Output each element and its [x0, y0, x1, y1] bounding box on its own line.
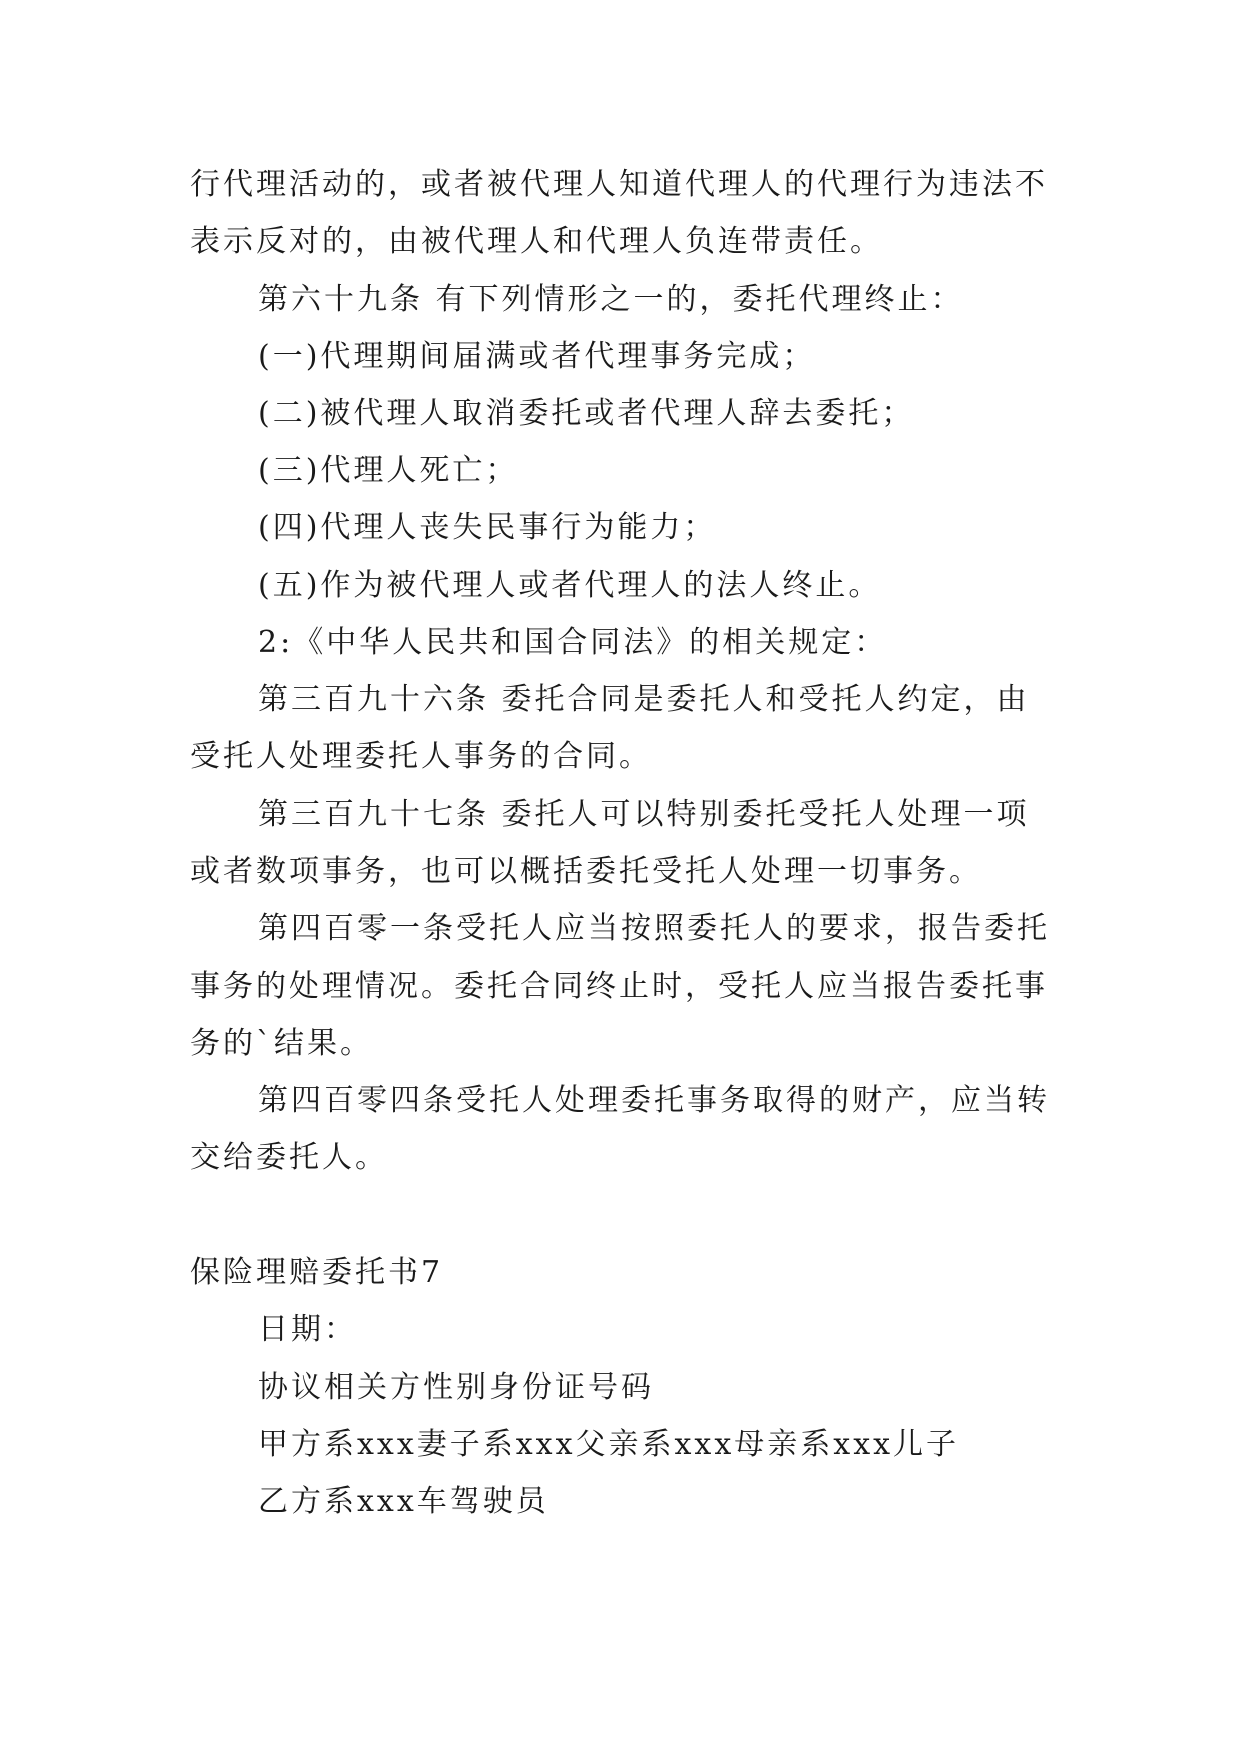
article-heading: 第六十九条 有下列情形之一的，委托代理终止： [258, 282, 964, 317]
text-line: 事务的处理情况。委托合同终止时，受托人应当报告委托事 [190, 969, 1048, 1004]
text-line: 或者数项事务，也可以概括委托受托人处理一切事务。 [190, 854, 982, 889]
text-line: 第三百九十七条 委托人可以特别委托受托人处理一项 [258, 797, 1030, 832]
text-line: 表示反对的，由被代理人和代理人负连带责任。 [190, 224, 883, 259]
text-line: 第三百九十六条 委托合同是委托人和受托人约定，由 [258, 682, 1030, 717]
document-title: 保险理赔委托书7 [190, 1255, 444, 1290]
text-line: 行代理活动的，或者被代理人知道代理人的代理行为违法不 [190, 167, 1048, 202]
text-line: 受托人处理委托人事务的合同。 [190, 739, 652, 774]
text-line: 协议相关方性别身份证号码 [258, 1370, 654, 1405]
text-line: 第四百零四条受托人处理委托事务取得的财产，应当转 [258, 1083, 1050, 1118]
list-item: (五)作为被代理人或者代理人的法人终止。 [258, 568, 882, 603]
section-heading: 2:《中华人民共和国合同法》的相关规定： [258, 625, 888, 660]
list-item: (一)代理期间届满或者代理事务完成； [258, 339, 816, 374]
list-item: (二)被代理人取消委托或者代理人辞去委托； [258, 396, 915, 431]
text-line: 甲方系xxx妻子系xxx父亲系xxx母亲系xxx儿子 [258, 1427, 960, 1462]
text-line: 交给委托人。 [190, 1140, 388, 1175]
list-item: (四)代理人丧失民事行为能力； [258, 510, 717, 545]
date-label: 日期： [258, 1312, 357, 1347]
text-line: 务的`结果。 [190, 1026, 373, 1061]
text-line: 第四百零一条受托人应当按照委托人的要求，报告委托 [258, 911, 1050, 946]
list-item: (三)代理人死亡； [258, 453, 519, 488]
text-line: 乙方系xxx车驾驶员 [258, 1484, 549, 1519]
